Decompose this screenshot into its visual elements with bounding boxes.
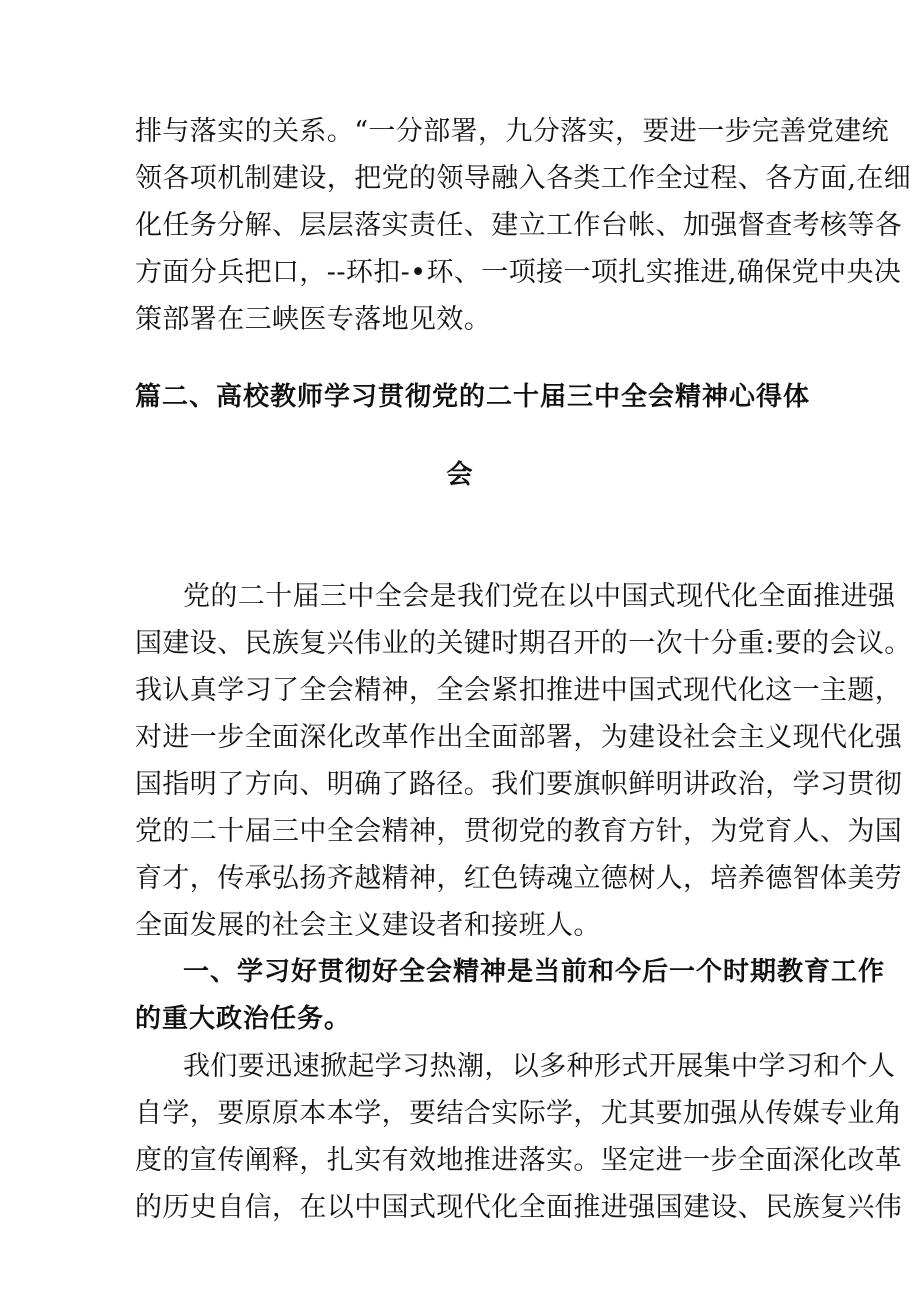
- body-text-line: 我们要迅速掀起学习热潮，以多种形式开展集中学习和个人: [183, 1051, 896, 1082]
- body-text-line: 对进一步全面深化改革作出全面部署，为建设社会主义现代化强: [135, 722, 903, 753]
- body-text-line: 的历史自信，在以中国式现代化全面推进强国建设、民族复兴伟: [135, 1192, 903, 1223]
- subheading: 一、学习好贯彻好全会精神是当前和今后一个时期教育工作: [183, 957, 886, 987]
- section-title-continued: 会: [446, 460, 474, 490]
- body-text-line: 党的二十届三中全会精神，贯彻党的教育方针，为党育人、为国: [135, 816, 903, 847]
- body-text-line: 党的二十届三中全会是我们党在以中国式现代化全面推进强: [183, 581, 896, 612]
- body-text-line: 育才，传承弘扬齐越精神，红色铸魂立德树人，培养德智体美劳: [135, 863, 903, 894]
- body-text-line: 国建设、民族复兴伟业的关键时期召开的一次十分重:要的会议。: [135, 628, 912, 659]
- body-text-line: 国指明了方向、明确了路径。我们要旗帜鲜明讲政治，学习贯彻: [135, 769, 903, 800]
- body-text-line: 排与落实的关系。“一分部署，九分落实，要进一步完善党建统: [135, 116, 890, 147]
- body-text-line: 我认真学习了全会精神，全会紧扣推进中国式现代化这一主题，: [135, 675, 903, 706]
- body-text-line: 化任务分解、层层落实责任、建立工作台帐、加强督查考核等各: [135, 210, 903, 241]
- body-text-line: 全面发展的社会主义建设者和接班人。: [135, 910, 601, 941]
- body-text-line: 领各项机制建设，把党的领导融入各类工作全过程、各方面,在细: [135, 163, 912, 194]
- body-text-line: 策部署在三峡医专落地见效。: [135, 304, 492, 335]
- body-text-line: 自学，要原原本本学，要结合实际学，尤其要加强从传媒专业角: [135, 1098, 903, 1129]
- body-text-line: 度的宣传阐释，扎实有效地推进落实。坚定进一步全面深化改革: [135, 1145, 903, 1176]
- body-text-line: 方面分兵把口，--环扣-•环、一项接一项扎实推进,确保党中央决: [135, 257, 902, 288]
- section-title: 篇二、高校教师学习贯彻党的二十届三中全会精神心得体: [135, 382, 811, 412]
- subheading: 的重大政治任务。: [135, 1004, 352, 1034]
